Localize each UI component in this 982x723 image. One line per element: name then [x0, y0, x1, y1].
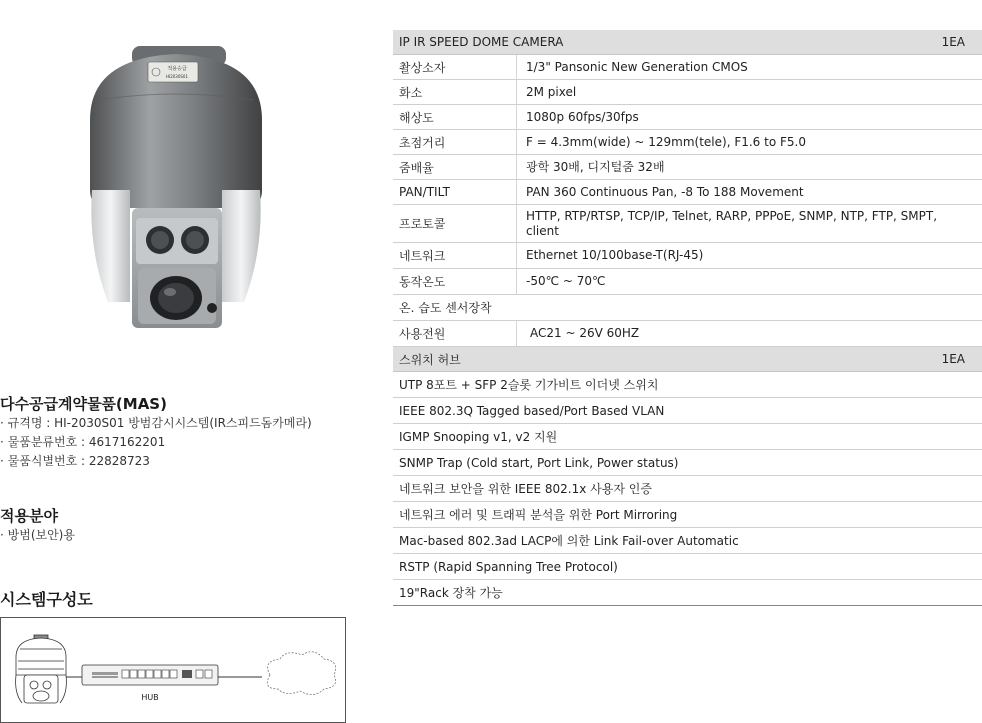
spec-key: 동작온도	[399, 275, 446, 289]
spec-key: 화소	[399, 85, 423, 100]
spec-row	[393, 180, 982, 205]
spec-row	[393, 80, 982, 105]
spec-table	[393, 30, 982, 606]
spec-row	[393, 155, 982, 180]
hub-feature: SNMP Trap (Cold start, Port Link, Power status)	[399, 455, 679, 470]
option-row	[393, 295, 982, 321]
camera-qty: 1EA	[941, 35, 965, 49]
apply-line: · 방범(보안)용	[0, 528, 75, 542]
hub-feature-row	[393, 554, 982, 580]
spec-value: HTTP, RTP/RTSP, TCP/IP, Telnet, RARP, PPPoE, SNMP, NTP, FTP, SMPT, client	[526, 208, 938, 238]
spec-value: 1080p 60fps/30fps	[526, 109, 639, 124]
hub-feature: Mac-based 802.3ad LACP에 의한 Link Fail-over Automatic	[399, 534, 739, 548]
hub-feature-row	[393, 450, 982, 476]
spec-key: 사용전원	[399, 327, 446, 341]
spec-row	[393, 105, 982, 130]
hub-feature-row	[393, 372, 982, 398]
spec-value: 2M pixel	[526, 84, 577, 99]
spec-row	[393, 243, 982, 269]
hub-feature: IEEE 802.3Q Tagged based/Port Based VLAN	[399, 403, 665, 418]
spec-row	[393, 269, 982, 295]
spec-value: AC21 ~ 26V 60HZ	[530, 326, 640, 340]
hub-feature: IGMP Snooping v1, v2 지원	[399, 430, 558, 444]
hub-header-row	[393, 347, 982, 372]
system-title: 시스템구성도	[0, 590, 93, 609]
apply-title: 적용분야	[0, 507, 58, 525]
spec-key: 해상도	[399, 110, 434, 125]
svg-text:HI2030S01: HI2030S01	[166, 74, 188, 79]
mas-info	[0, 414, 312, 471]
hub-product-name: 스위치 허브	[399, 352, 461, 367]
hub-feature: 네트워크 에러 및 트래픽 분석을 위한 Port Mirroring	[399, 508, 678, 522]
hub-feature: 19"Rack 장착 가능	[399, 586, 503, 600]
camera-header-row	[393, 30, 982, 55]
hub-feature-row	[393, 528, 982, 554]
hub-feature-row	[393, 502, 982, 528]
spec-key: 초점거리	[399, 135, 446, 150]
svg-text:적용승급: 적용승급	[167, 66, 187, 72]
spec-value: -50℃ ~ 70℃	[526, 274, 606, 288]
hub-icon	[82, 665, 218, 685]
spec-value: 1/3" Pansonic New Generation CMOS	[526, 59, 748, 74]
system-diagram	[0, 617, 346, 723]
spec-key: 네트워크	[399, 249, 446, 263]
spec-row	[393, 55, 982, 80]
camera-product-image	[78, 40, 274, 332]
spec-value: Ethernet 10/100base-T(RJ-45)	[526, 248, 704, 262]
spec-key: 줌배율	[399, 160, 434, 175]
hub-feature-row	[393, 580, 982, 606]
hub-feature-row	[393, 398, 982, 424]
spec-value: PAN 360 Continuous Pan, -8 To 188 Movement	[526, 184, 804, 199]
spec-value: F = 4.3mm(wide) ~ 129mm(tele), F1.6 to F5.0	[526, 134, 806, 149]
hub-label: HUB	[141, 693, 159, 702]
spec-key: PAN/TILT	[399, 185, 450, 199]
mas-id-number: · 물품식별번호 : 22828723	[0, 454, 150, 468]
hub-qty: 1EA	[941, 352, 965, 366]
spec-key: 촬상소자	[399, 60, 446, 75]
spec-row	[393, 205, 982, 243]
spec-value: 광학 30배, 디지털줌 32배	[526, 159, 665, 174]
option-text: 온. 습도 센서장착	[399, 301, 492, 315]
hub-feature: RSTP (Rapid Spanning Tree Protocol)	[399, 559, 618, 574]
hub-feature: 네트워크 보안을 위한 IEEE 802.1x 사용자 인증	[399, 482, 652, 496]
hub-feature-row	[393, 476, 982, 502]
mas-title: 다수공급계약물품(MAS)	[0, 395, 167, 413]
spec-row	[393, 321, 982, 347]
spec-key: 프로토콜	[399, 217, 446, 231]
mas-class-number: · 물품분류번호 : 4617162201	[0, 435, 166, 449]
hub-feature: UTP 8포트 + SFP 2슬롯 기가비트 이더넷 스위치	[399, 378, 659, 392]
camera-product-name: IP IR SPEED DOME CAMERA	[399, 35, 564, 49]
mas-spec-name: · 규격명 : HI-2030S01 방범감시시스템(IR스피드돔카메라)	[0, 416, 312, 430]
spec-row	[393, 130, 982, 155]
hub-feature-row	[393, 424, 982, 450]
